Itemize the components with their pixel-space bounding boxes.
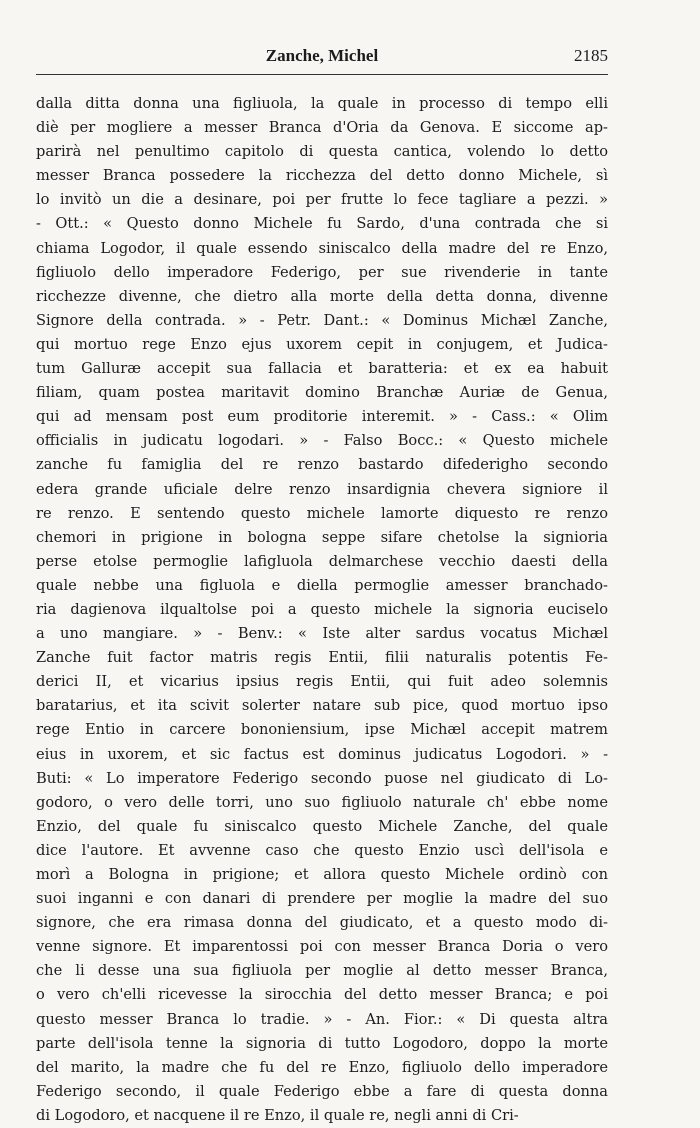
page-number: 2185 — [574, 46, 608, 65]
text-line: morì a Bologna in prigione; et allora questo Michele ordinò con — [36, 866, 608, 883]
body-text — [36, 92, 608, 1128]
text-line: rege Entio in carcere bononiensium, ipse Michæl accepit matrem — [36, 721, 608, 739]
page-header — [36, 46, 608, 72]
text-line: Zanche fuit factor matris regis Entii, filii naturalis potentis Fe- — [36, 649, 608, 667]
text-line: tum Galluræ accepit sua fallacia et baratteria: et ex ea habuit — [36, 360, 608, 378]
text-line: godoro, o vero delle torri, uno suo figliuolo naturale ch' ebbe nome — [36, 793, 608, 811]
text-line: re renzo. E sentendo questo michele lamorte diquesto re renzo — [36, 504, 608, 522]
text-line: Signore della contrada. » - Petr. Dant.: « Dominus Michæl Zanche, — [36, 311, 608, 329]
text-line: eius in uxorem, et sic factus est dominus judicatus Logodori. » - — [36, 745, 608, 763]
text-line: Federigo secondo, il quale Federigo ebbe a fare di questa donna — [36, 1082, 608, 1100]
text-line: signore, che era rimasa donna del giudicato, et a questo modo di- — [36, 914, 608, 932]
text-line: officialis in judicatu logodari. » - Falso Bocc.: « Questo michele — [36, 432, 608, 450]
text-line: di Logodoro, et nacquene il re Enzo, il quale re, negli anni di Cri- — [36, 1106, 519, 1124]
running-head: Zanche, Michel — [265, 46, 379, 65]
text-line: lo invitò un die a desinare, poi per frutte lo fece tagliare a pezzi. » — [36, 191, 608, 209]
text-line: a uno mangiare. » - Benv.: « Iste alter sardus vocatus Michæl — [36, 625, 608, 643]
text-line: Buti: « Lo imperatore Federigo secondo puose nel giudicato di Lo- — [36, 769, 608, 787]
text-line: del marito, la madre che fu del re Enzo, figliuolo dello imperadore — [36, 1058, 608, 1076]
text-line: parirà nel penultimo capitolo di questa cantica, volendo lo detto — [36, 143, 608, 161]
text-line: suoi inganni e con danari di prendere per moglie la madre del suo — [36, 890, 608, 908]
text-line: qui mortuo rege Enzo ejus uxorem cepit in conjugem, et Judica- — [36, 335, 608, 353]
text-line: che li desse una sua figliuola per moglie al detto messer Branca, — [36, 962, 608, 980]
text-line: perse etolse permoglie lafigluola delmarchese vecchio daesti della — [36, 552, 608, 570]
text-line: dice l'autore. Et avvenne caso che questo Enzio uscì dell'isola e — [36, 841, 608, 859]
text-line: quale nebbe una figluola e diella permoglie amesser branchado- — [36, 576, 608, 594]
text-line: chiama Logodor, il quale essendo siniscalco della madre del re Enzo, — [36, 239, 608, 257]
text-line: qui ad mensam post eum proditorie interemit. » - Cass.: « Olim — [36, 408, 608, 426]
text-line: parte dell'isola tenne la signoria di tutto Logodoro, doppo la morte — [36, 1034, 608, 1052]
text-line: messer Branca possedere la ricchezza del detto donno Michele, sì — [36, 167, 608, 185]
text-line: baratarius, et ita scivit solerter natare sub pice, quod mortuo ipso — [36, 697, 608, 715]
text-line: diè per mogliere a messer Branca d'Oria da Genova. E siccome ap- — [36, 119, 608, 137]
text-line: dalla ditta donna una figliuola, la quale in processo di tempo elli — [36, 95, 608, 112]
text-line: venne signore. Et imparentossi poi con messer Branca Doria o vero — [36, 938, 608, 956]
text-line: zanche fu famiglia del re renzo bastardo difederigho secondo — [36, 456, 608, 474]
text-line: ria dagienova ilqualtolse poi a questo michele la signoria euciselo — [36, 600, 608, 618]
text-line: - Ott.: « Questo donno Michele fu Sardo, d'una contrada che si — [36, 215, 608, 233]
text-line: derici II, et vicarius ipsius regis Entii, qui fuit adeo solemnis — [36, 673, 608, 691]
text-line: questo messer Branca lo tradie. » - An. Fior.: « Di questa altra — [36, 1010, 608, 1028]
text-line: edera grande uficiale delre renzo insardignia chevera signiore il — [36, 480, 608, 498]
text-line: filiam, quam postea maritavit domino Branchæ Auriæ de Genua, — [36, 384, 608, 402]
text-line: o vero ch'elli ricevesse la sirocchia del detto messer Branca; e poi — [36, 986, 608, 1004]
text-line: ricchezze divenne, che dietro alla morte della detta donna, divenne — [36, 287, 608, 305]
text-line: chemori in prigione in bologna seppe sifare chetolse la signioria — [36, 528, 608, 546]
header-rule — [36, 74, 608, 75]
text-line: Enzio, del quale fu siniscalco questo Michele Zanche, del quale — [36, 817, 608, 835]
text-line: figliuolo dello imperadore Federigo, per sue rivenderie in tante — [36, 263, 608, 281]
